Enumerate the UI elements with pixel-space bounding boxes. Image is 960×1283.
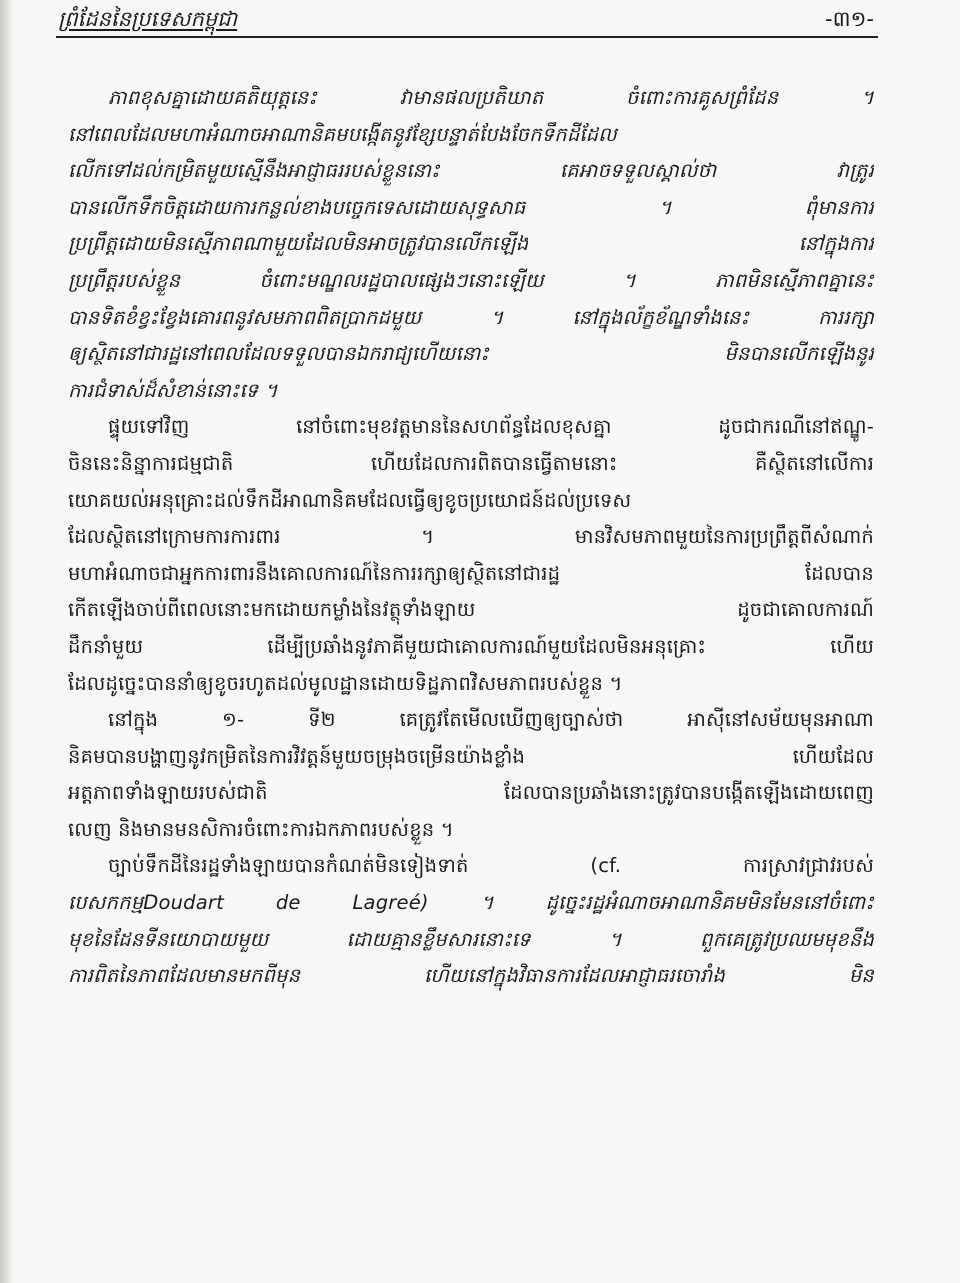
text-line: ការជំទាស់ដ៏សំខាន់នោះទេ ។	[68, 378, 278, 402]
text-line: ចិននេះនិន្នាការជម្មជាតិ ហើយដែលការពិតបានធ្វើតាមនោះ គឺស្ថិតនៅលើការ	[68, 451, 874, 475]
text-line: ភាពខុសគ្នាដោយគតិយុត្តនេះ វាមានផលប្រតិឃាត ចំពោះការគូសព្រំដែន ។	[108, 86, 874, 109]
text-line: លើកទៅដល់កម្រិតមួយស្មើនឹងអាជ្ញាធររបស់ខ្លួននោះ គេអាចទទួលស្គាល់ថា វាត្រូវ	[68, 159, 874, 183]
text-line: ផ្ទុយទៅវិញ នៅចំពោះមុខវត្តមាននៃសហព័ន្ធដែលខុសគ្នា ដូចជាករណីនៅឥណ្ឌូ-	[108, 415, 874, 439]
text-line: ការពិតនៃភាពដែលមានមកពីមុន ហើយនៅក្នុងវិធានការដែលអាជ្ញាធរចោរាំង មិន	[68, 964, 874, 988]
text-line: ច្បាប់ទឹកដីនៃរដ្ឋទាំងឡាយបានកំណត់មិនទៀងទាត់ (cf. ការស្រាវជ្រាវរបស់	[108, 854, 874, 878]
text-line: នៅក្នុង ១- ទី២ គេត្រូវតែមើលឃើញឲ្យច្បាស់ថា អាស៊ីនៅសម័យមុនអាណា	[108, 708, 874, 732]
text-line: ប្រព្រឹត្តរបស់ខ្លួន ចំពោះមណ្ឌលរដ្ឋបាលផ្សេងៗនោះឡើយ ។ ភាពមិនស្មើភាពគ្នានេះ	[68, 268, 874, 292]
text-line: មុខនៃដែនទីនយោបាយមួយ ដោយគ្មានខ្លឹមសារនោះទេ ។ ពួកគេត្រូវប្រឈមមុខនឹង	[68, 927, 874, 951]
text-line: កើតឡើងចាប់ពីពេលនោះមកដោយកម្លាំងនៃវត្ថុទាំងឡាយ ដូចជាគោលការណ៍	[68, 598, 874, 622]
text-line: នៅពេលដែលមហាអំណាចអាណានិគមបង្កើតនូវខ្សែបន្ទាត់បែងចែកទឹកដីដែល	[68, 122, 617, 146]
text-line: បានទិតខំខ្វះខ្វែងគោរពនូវសមភាពពិតប្រាកដមួយ ។ នៅក្នុងល័ក្ខខ័ណ្ឌទាំងនេះ ការរក្សា	[68, 305, 874, 329]
running-title: ព្រំដែននៃប្រទេសកម្ពុជា	[58, 7, 238, 31]
text-line: មហាអំណាចជាអ្នកការពារនឹងគោលការណ៍នៃការរក្សាឲ្យស្ថិតនៅជារដ្ឋ ដែលបាន	[68, 561, 874, 585]
text-line: ដឹកនាំមួយ ដើម្បីប្រឆាំងនូវភាគីមួយជាគោលការណ៍មួយដែលមិនអនុគ្រោះ ហើយ	[68, 634, 874, 658]
text-line: ដែលស្ថិតនៅក្រោមការការពារ ។ មានវិសមភាពមួយនៃការប្រព្រឹត្តពីសំណាក់	[68, 525, 874, 549]
scan-edge-shadow	[0, 0, 14, 1283]
text-line: យោគយល់អនុគ្រោះដល់ទឹកដីអាណានិគមដែលធ្វើឲ្យខូចប្រយោជន៍ដល់ប្រទេស	[68, 488, 632, 512]
body-text	[68, 80, 874, 995]
text-line: ដែលដូច្នេះបាននាំឲ្យខូចរហូតដល់មូលដ្ឋានដោយទិដ្ឋភាពវិសមភាពរបស់ខ្លួន ។	[68, 671, 623, 695]
text-line: លេញ និងមានមនសិការចំពោះការឯកភាពរបស់ខ្លួន ។	[68, 817, 454, 841]
page-number: -៣១-	[825, 7, 874, 31]
text-line: ឲ្យស្ថិតនៅជារដ្ឋនៅពេលដែលទទួលបានឯករាជ្យហើយនោះ មិនបានលើកឡើងនូវ	[68, 342, 874, 366]
text-line: បេសកកម្មDoudart de Lagreé) ។ ដូច្នេះរដ្ឋអំណាចអាណានិគមមិនមែននៅចំពោះ	[68, 891, 874, 915]
text-line: ប្រព្រឹត្តដោយមិនស្មើភាពណាមួយដែលមិនអាចត្រូវបានលើកឡើង នៅក្នុងការ	[68, 232, 874, 256]
page-header	[56, 4, 878, 38]
text-line: និគមបានបង្ហាញនូវកម្រិតនៃការវិវត្តន៍មួយចម្រុងចម្រើនយ៉ាងខ្លាំង ហើយដែល	[68, 744, 874, 768]
text-line: បានលើកទឹកចិត្តដោយការកន្លល់ខាងបច្ចេកទេសដោយសុទ្ធសាធ ។ ពុំមានការ	[68, 195, 874, 219]
text-line: អត្តភាពទាំងឡាយរបស់ជាតិ ដែលបានប្រឆាំងនោះត្រូវបានបង្កើតឡើងដោយពេញ	[68, 781, 874, 805]
